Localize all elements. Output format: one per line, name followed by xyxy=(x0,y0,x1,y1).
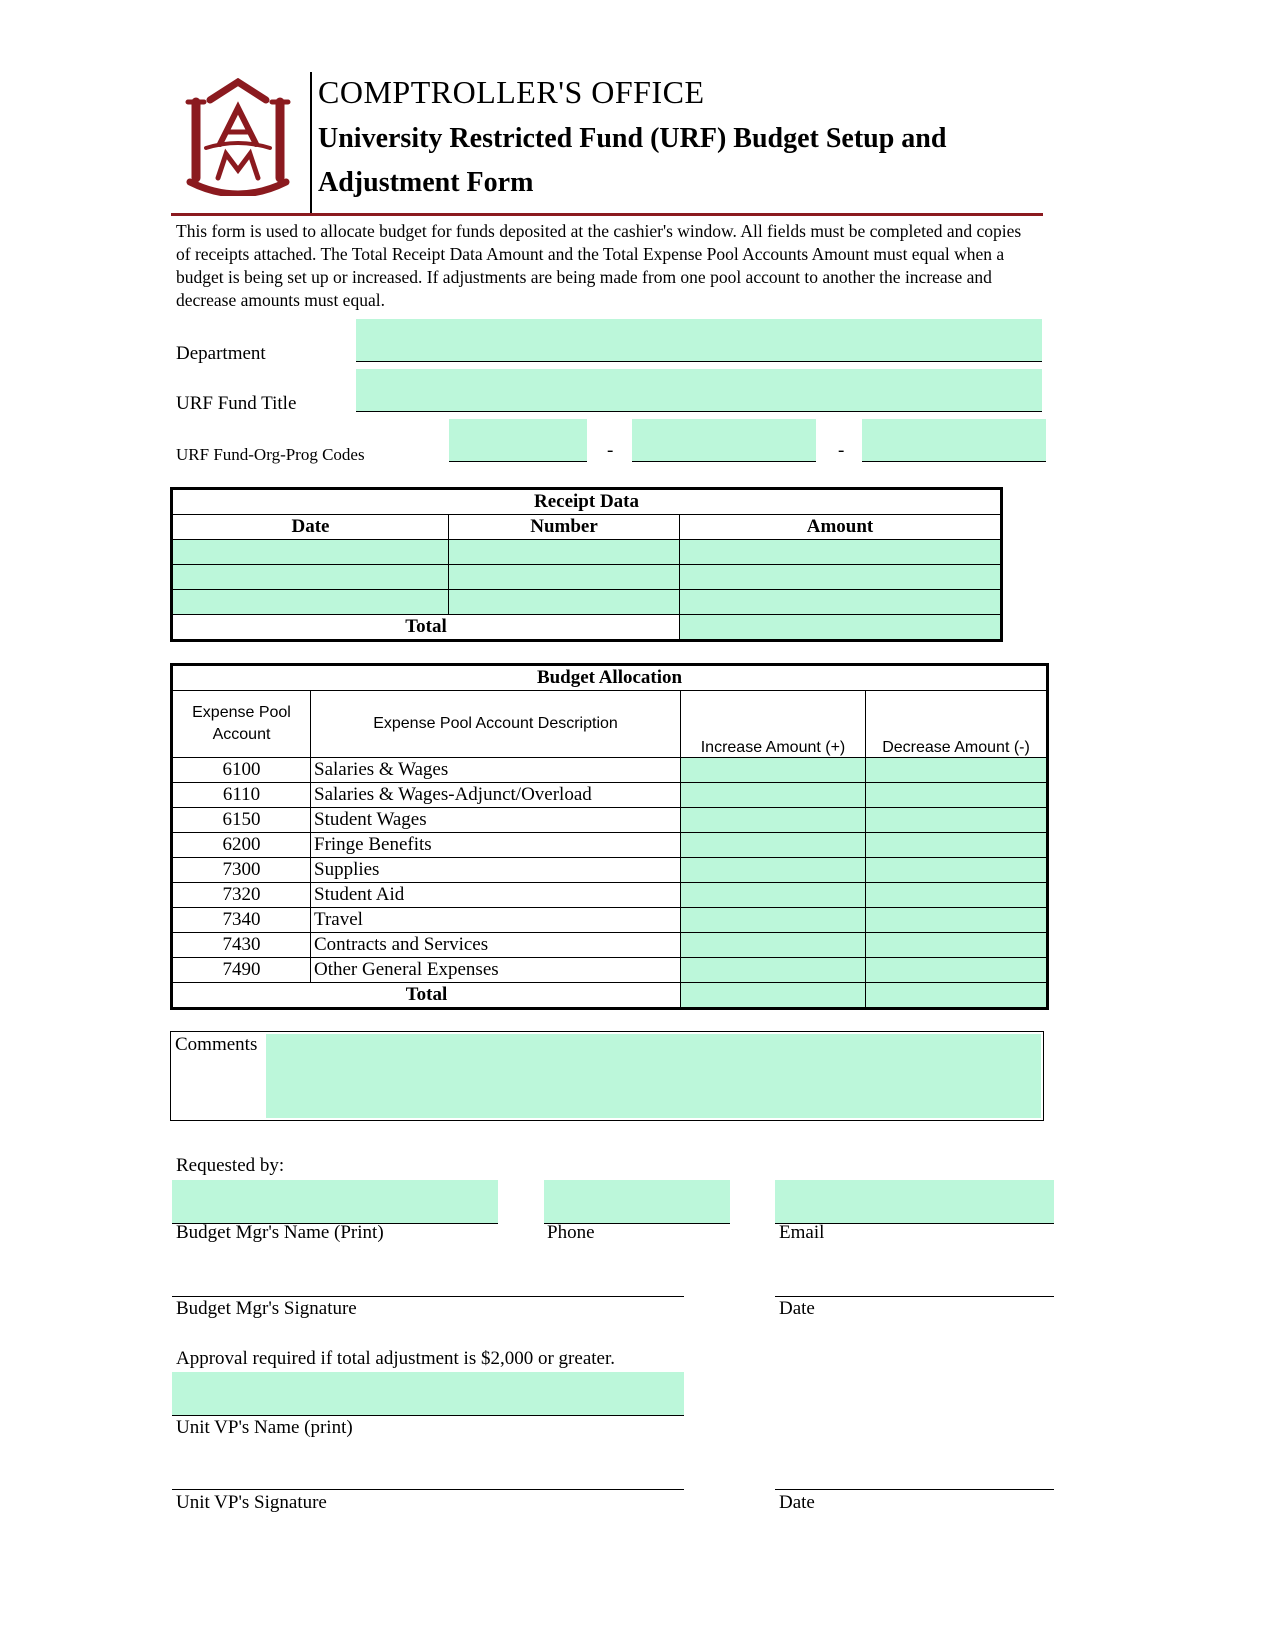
department-label: Department xyxy=(176,343,266,364)
column-header-description: Expense Pool Account Description xyxy=(311,691,681,758)
receipt-data-title: Receipt Data xyxy=(172,489,1002,515)
decrease-amount-cell[interactable] xyxy=(866,908,1048,933)
receipt-amount-cell[interactable] xyxy=(680,590,1002,615)
vp-signature-line[interactable] xyxy=(172,1489,684,1490)
decrease-amount-cell[interactable] xyxy=(866,808,1048,833)
account-description: Supplies xyxy=(311,858,681,883)
table-row xyxy=(172,958,1048,983)
table-row xyxy=(172,590,1002,615)
receipt-number-cell[interactable] xyxy=(449,565,680,590)
budget-allocation-table xyxy=(170,663,1049,1010)
email-field[interactable] xyxy=(775,1180,1054,1224)
form-title-line2: Adjustment Form xyxy=(318,167,534,198)
account-code: 7490 xyxy=(172,958,311,983)
vp-date-line[interactable] xyxy=(775,1489,1054,1490)
account-header-line: Expense Pool xyxy=(192,704,291,721)
decrease-amount-cell[interactable] xyxy=(866,783,1048,808)
table-row xyxy=(172,833,1048,858)
receipt-total-amount[interactable] xyxy=(680,615,1002,641)
account-description: Other General Expenses xyxy=(311,958,681,983)
increase-amount-cell[interactable] xyxy=(681,908,866,933)
account-description: Student Wages xyxy=(311,808,681,833)
receipt-date-cell[interactable] xyxy=(172,565,449,590)
column-header-decrease: Decrease Amount (-) xyxy=(866,691,1048,758)
fund-title-label: URF Fund Title xyxy=(176,393,297,414)
intro-line: decrease amounts must equal. xyxy=(176,290,385,310)
receipt-date-cell[interactable] xyxy=(172,540,449,565)
receipt-number-cell[interactable] xyxy=(449,590,680,615)
intro-line: This form is used to allocate budget for funds deposited at the cashier's window. All fields must be completed and copies xyxy=(176,221,1022,241)
account-code: 6100 xyxy=(172,758,311,783)
phone-label: Phone xyxy=(547,1222,595,1243)
table-row xyxy=(172,908,1048,933)
account-code: 6110 xyxy=(172,783,311,808)
account-header-line: Account xyxy=(212,726,271,743)
column-header-increase: Increase Amount (+) xyxy=(681,691,866,758)
fund-code-field[interactable] xyxy=(449,419,587,462)
receipt-number-cell[interactable] xyxy=(449,540,680,565)
account-description: Travel xyxy=(311,908,681,933)
table-row xyxy=(172,933,1048,958)
intro-line: budget is being set up or increased. If adjustments are being made from one pool account to another the increase and xyxy=(176,267,992,287)
comments-field[interactable] xyxy=(266,1034,1041,1118)
decrease-amount-cell[interactable] xyxy=(866,833,1048,858)
budget-allocation-title: Budget Allocation xyxy=(172,665,1048,691)
account-description: Student Aid xyxy=(311,883,681,908)
requested-by-label: Requested by: xyxy=(176,1155,285,1176)
approval-note: Approval required if total adjustment is $2,000 or greater. xyxy=(176,1348,615,1369)
account-code: 7340 xyxy=(172,908,311,933)
account-code: 7300 xyxy=(172,858,311,883)
increase-total-cell[interactable] xyxy=(681,983,866,1009)
vp-name-label: Unit VP's Name (print) xyxy=(176,1417,353,1438)
increase-amount-cell[interactable] xyxy=(681,808,866,833)
column-header-date: Date xyxy=(172,515,449,540)
office-title: COMPTROLLER'S OFFICE xyxy=(318,74,705,110)
account-description: Salaries & Wages xyxy=(311,758,681,783)
intro-text xyxy=(176,220,1056,312)
increase-amount-cell[interactable] xyxy=(681,858,866,883)
column-header-amount: Amount xyxy=(680,515,1002,540)
account-description: Fringe Benefits xyxy=(311,833,681,858)
department-field[interactable] xyxy=(356,319,1042,362)
university-logo xyxy=(180,78,298,196)
phone-field[interactable] xyxy=(544,1180,730,1224)
receipt-data-table xyxy=(170,487,1003,642)
comments-label: Comments xyxy=(175,1034,258,1055)
column-header-account xyxy=(172,691,311,758)
table-row xyxy=(172,565,1002,590)
table-row xyxy=(172,783,1048,808)
increase-amount-cell[interactable] xyxy=(681,933,866,958)
budget-total-label: Total xyxy=(172,983,681,1009)
vp-signature-label: Unit VP's Signature xyxy=(176,1492,327,1513)
table-row xyxy=(172,883,1048,908)
receipt-amount-cell[interactable] xyxy=(680,540,1002,565)
account-description: Salaries & Wages-Adjunct/Overload xyxy=(311,783,681,808)
table-row xyxy=(172,540,1002,565)
table-row xyxy=(172,758,1048,783)
account-code: 7430 xyxy=(172,933,311,958)
vp-name-field[interactable] xyxy=(172,1372,684,1416)
receipt-total-label: Total xyxy=(172,615,680,641)
account-description: Contracts and Services xyxy=(311,933,681,958)
decrease-amount-cell[interactable] xyxy=(866,883,1048,908)
fund-title-field[interactable] xyxy=(356,369,1042,412)
mgr-date-label: Date xyxy=(779,1298,815,1319)
increase-amount-cell[interactable] xyxy=(681,758,866,783)
prog-code-field[interactable] xyxy=(862,419,1046,462)
table-row xyxy=(172,858,1048,883)
header-divider xyxy=(310,72,312,214)
receipt-date-cell[interactable] xyxy=(172,590,449,615)
code-separator: - xyxy=(607,440,614,461)
mgr-signature-label: Budget Mgr's Signature xyxy=(176,1298,357,1319)
email-label: Email xyxy=(779,1222,825,1243)
intro-line: of receipts attached. The Total Receipt Data Amount and the Total Expense Pool Accounts Amount must equal when a xyxy=(176,244,1005,264)
mgr-name-field[interactable] xyxy=(172,1180,498,1224)
decrease-amount-cell[interactable] xyxy=(866,958,1048,983)
account-code: 6150 xyxy=(172,808,311,833)
increase-amount-cell[interactable] xyxy=(681,958,866,983)
org-code-field[interactable] xyxy=(632,419,816,462)
column-header-number: Number xyxy=(449,515,680,540)
increase-amount-cell[interactable] xyxy=(681,833,866,858)
increase-amount-cell[interactable] xyxy=(681,883,866,908)
increase-amount-cell[interactable] xyxy=(681,783,866,808)
account-code: 6200 xyxy=(172,833,311,858)
mgr-name-label: Budget Mgr's Name (Print) xyxy=(176,1222,384,1243)
receipt-amount-cell[interactable] xyxy=(680,565,1002,590)
decrease-amount-cell[interactable] xyxy=(866,933,1048,958)
table-row xyxy=(172,808,1048,833)
comments-box xyxy=(170,1031,1044,1121)
form-title-line1: University Restricted Fund (URF) Budget Setup and xyxy=(318,123,947,154)
decrease-total-cell[interactable] xyxy=(866,983,1048,1009)
mgr-signature-line[interactable] xyxy=(172,1296,684,1297)
decrease-amount-cell[interactable] xyxy=(866,758,1048,783)
code-separator: - xyxy=(838,440,845,461)
fund-codes-label: URF Fund-Org-Prog Codes xyxy=(176,445,365,464)
mgr-date-line[interactable] xyxy=(775,1296,1054,1297)
decrease-amount-cell[interactable] xyxy=(866,858,1048,883)
vp-date-label: Date xyxy=(779,1492,815,1513)
header-rule xyxy=(171,213,1043,216)
account-code: 7320 xyxy=(172,883,311,908)
